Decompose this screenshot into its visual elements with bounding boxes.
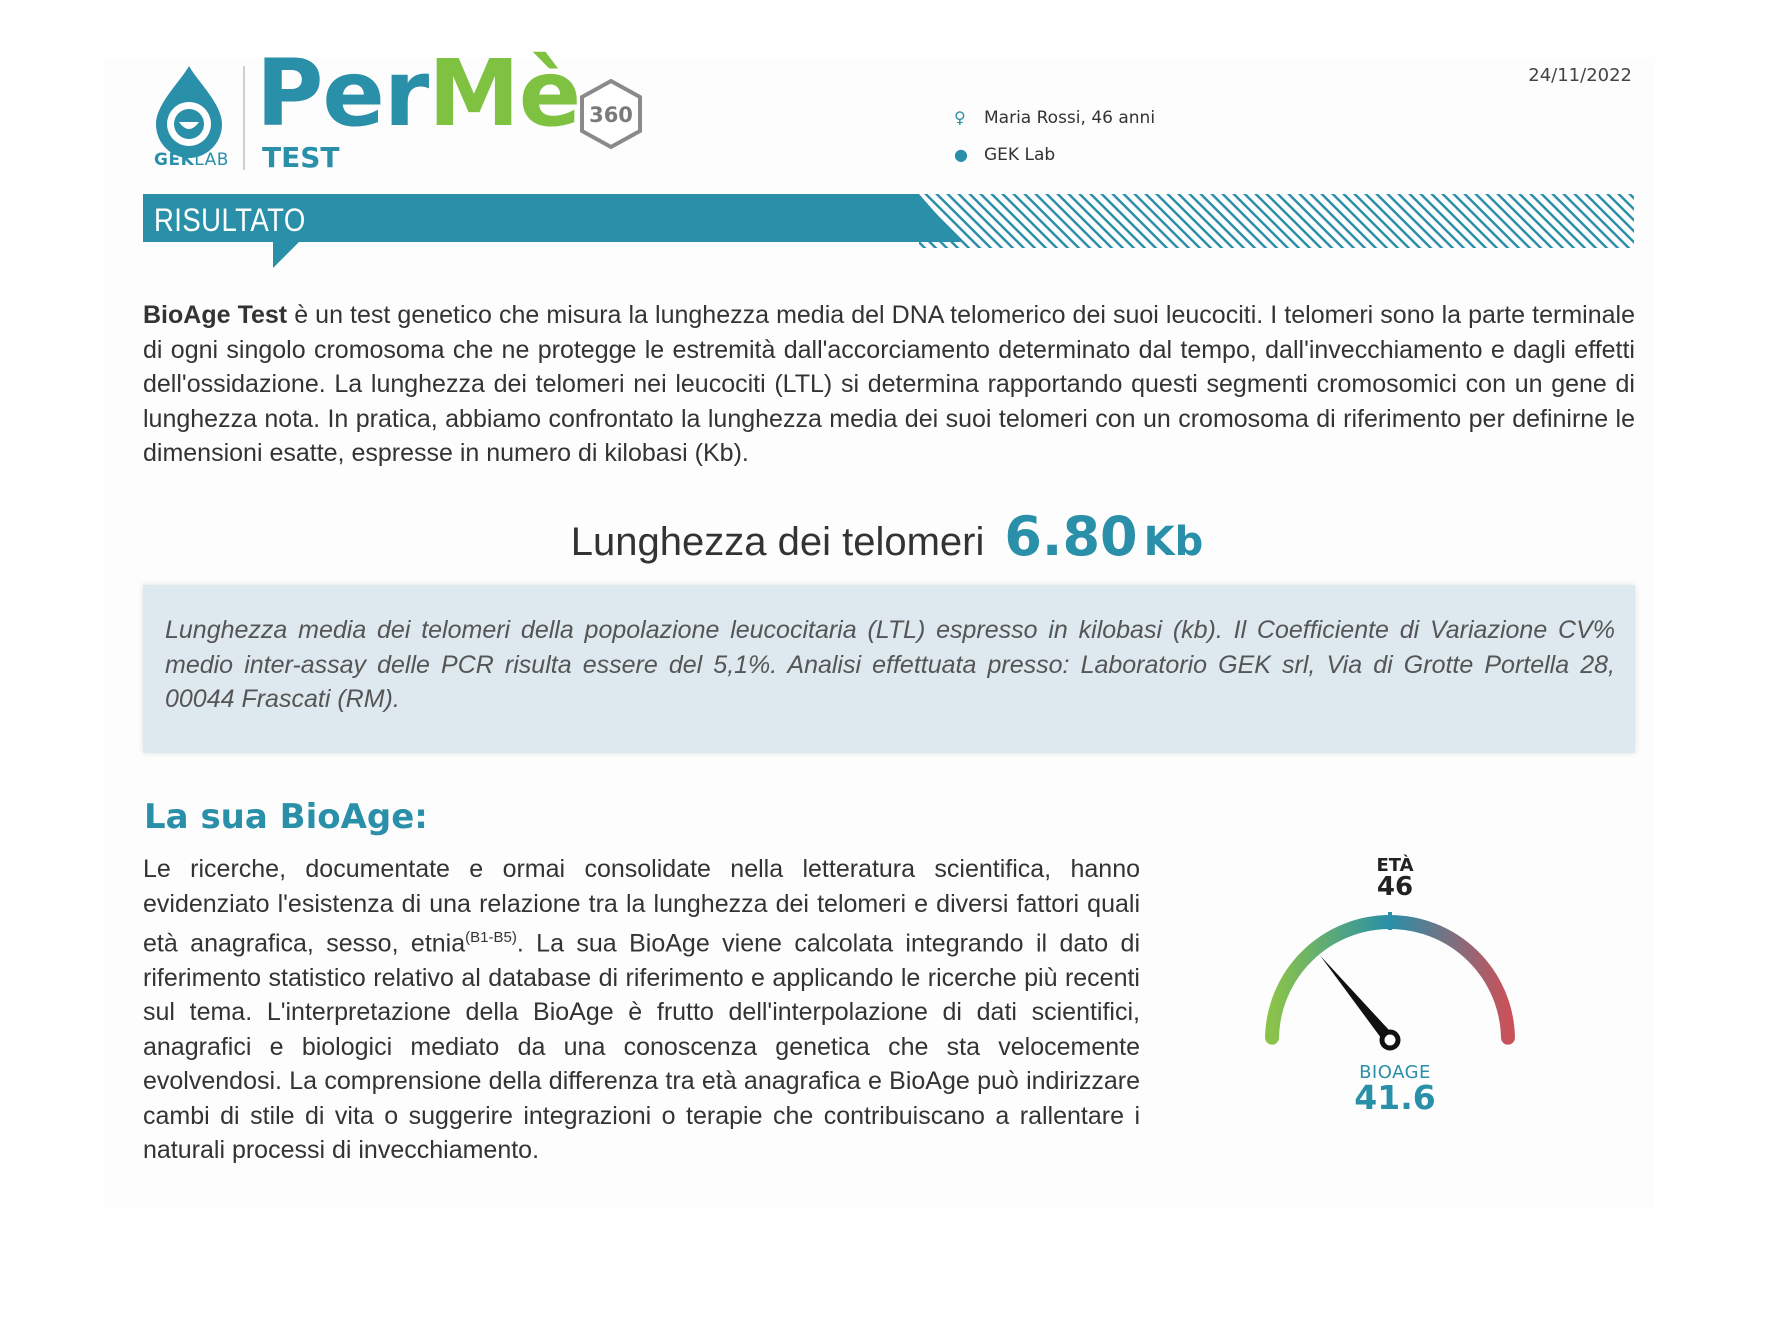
patient-info: ♀ Maria Rossi, 46 anni	[954, 108, 1156, 128]
bioage-paragraph: Le ricerche, documentate e ormai consolidate nella letteratura scientifica, hanno evidenziato l'esistenza di una relazione tra la lunghezza dei telomeri e diversi fattori quali età anagrafica, sesso, etnia$^{(B1-B5)}$. La sua BioAge viene calcolata integrando il dato di riferimento statistico relativo al database di riferimento e applicando le ricerche più recenti sul tema. L'interpretazione della BioAge è frutto dell'interpolazione di dati scientifici, anagrafici e biologici mediato da una conoscenza genetica che sta velocemente evolvendosi. La comprensione della differenza tra età anagrafica e BioAge può indirizzare cambi di stile di vita o suggerire integrazioni o terapie che contribuiscano a rallentare i naturali processi di invecchiamento.	[143, 855, 1140, 1165]
telomere-length-result	[0, 505, 1774, 568]
report-date: 24/11/2022	[1528, 65, 1632, 86]
bioage-gauge	[1240, 895, 1540, 1075]
gauge-hub	[1382, 1032, 1398, 1048]
geklab-drop-logo	[150, 62, 228, 162]
brand-title: PerMè	[256, 40, 581, 147]
lab-info: ● GEK Lab	[954, 145, 1056, 165]
intro-bold: BioAge Test	[143, 301, 288, 329]
svg-text:360: 360	[589, 103, 633, 127]
logo-divider	[243, 66, 245, 170]
result-banner	[143, 194, 1634, 270]
result-label: Lunghezza dei telomeri	[570, 520, 985, 564]
gauge-arc	[1272, 922, 1508, 1038]
location-pin-icon: ●	[954, 145, 968, 164]
banner-title: RISULTATO	[154, 202, 306, 238]
bioage-heading: La sua BioAge:	[144, 797, 428, 837]
result-unit: Kb	[1143, 519, 1204, 565]
intro-paragraph: BioAge Test è un test genetico che misura la lunghezza media del DNA telomerico dei suoi leucociti. I telomeri sono la parte terminale di ogni singolo cromosoma che ne protegge le estremità dall'accorciamento determinato dal tempo, dall'invecchiamento e dagli effetti dell'ossidazione. La lunghezza dei telomeri nei leucociti (LTL) si determina rapportando questi segmenti cromosomici con un gene di lunghezza nota. In pratica, abbiamo confrontato la lunghezza media dei suoi telomeri con un cromosoma di riferimento per definirne le dimensioni esatte, espresse in numero di kilobasi (Kb).	[143, 301, 1635, 467]
eta-label: ETÀ	[1376, 855, 1414, 876]
bioage-label: BIOAGE	[1359, 1062, 1431, 1083]
analysis-note-text: Lunghezza media dei telomeri della popolazione leucocitaria (LTL) espresso in kilobasi (kb). Il Coefficiente di Variazione CV% medio inter-assay delle PCR risulta essere del 5,1%. Analisi effettuata presso: Laboratorio GEK srl, Via di Grotte Portella 28, 00044 Frascati (RM).	[165, 616, 1615, 713]
brand-subtitle: TEST	[262, 141, 340, 174]
gauge-needle	[1320, 955, 1395, 1044]
eta-value: 46	[1376, 872, 1414, 902]
360-hexagon-badge	[578, 78, 644, 150]
geklab-wordmark: GEKLAB	[154, 150, 229, 170]
bioage-value: 41.6	[1354, 1078, 1436, 1117]
reference-superscript: (B1-B5)	[465, 929, 517, 946]
result-value: 6.80	[1004, 505, 1138, 568]
female-icon: ♀	[954, 108, 966, 127]
